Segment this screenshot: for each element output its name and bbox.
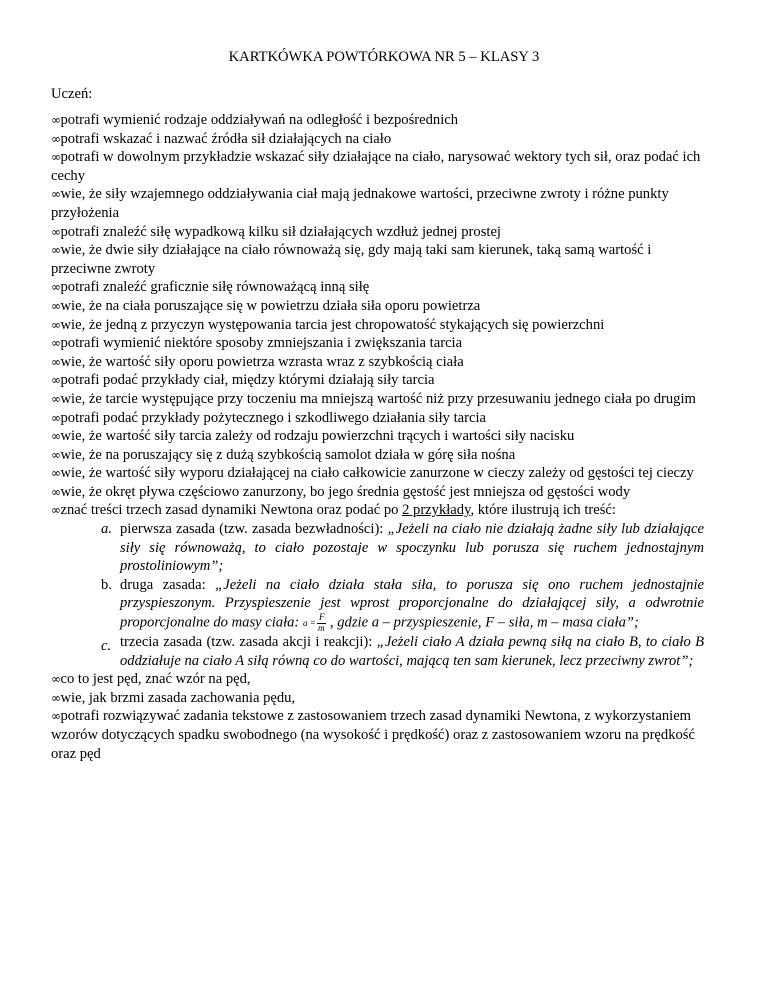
underlined-examples: 2 przykłady [402,502,471,519]
list-item: ∞wie, że jedną z przyczyn występowania tarcia jest chropowatość stykających się powierzchni [51,316,605,333]
list-item: ∞wie, że na ciała poruszające się w powietrzu działa siła oporu powietrza [51,297,481,314]
newton-laws-item: ∞znać treści trzech zasad dynamiki Newtona oraz podać po 2 przykłady, które ilustrują ich treść: a. pierwsza zasada (tzw. zasada bezwładności): „Jeżeli na ciało nie działają żadne siły lub działające siły się równoważą, to ciało pozostaje w spoczynku lub porusza się ruchem jednostajnym prostoliniowym”; b. druga zasada: „Jeżeli na ciało działa stała siła, to porusza się ono ruchem jednostajnie przyspieszonym. Przyspieszenie jest wprost proporcjonalne do działającej siły, a odwrotnie proporcjonalne do masy ciała: a = F m , gdzie a – przyspieszenie, F – siła, m – masa ciała”; c. trzecia zasada (tzw. zasada akcji i reakcji): „Jeżeli ciało A działa pewną siłą na ciało B, to ciało B oddziałuje na ciało A siłą równą co do wartości, mającą ten sam kierunek, lecz przeciwny zwrot”; [51,502,705,669]
newton-law-2: b. druga zasada: „Jeżeli na ciało działa stała siła, to porusza się ono ruchem jednostajnie przyspieszonym. Przyspieszenie jest wprost proporcjonalne do działającej siły, a odwrotnie proporcjonalne do masy ciała: a = F m , gdzie a – przyspieszenie, F – siła, m – masa ciała”; [101,576,705,634]
list-item: ∞wie, że okręt pływa częściowo zanurzony, bo jego średnia gęstość jest mniejsza od gęstości wody [51,483,631,500]
list-item: ∞wie, że wartość siły oporu powietrza wzrasta wraz z szybkością ciała [51,353,464,370]
list-item: ∞wie, że wartość siły wyporu działającej na ciało całkowicie zanurzone w cieczy zależy od gęstości tej cieczy [51,465,694,482]
list-item: ∞wie, że tarcie występujące przy toczeniu ma mniejszą wartość niż przy przesuwaniu jednego ciała po drugim [51,390,696,407]
list-item: ∞wie, jak brzmi zasada zachowania pędu, [51,689,296,706]
list-item: ∞wie, że na poruszający się z dużą szybkością samolot działa w górę siła nośna [51,446,516,463]
list-item: ∞potrafi podać przykłady ciał, między którymi działają siły tarcia [51,372,435,389]
bullet-icon: ∞ [51,466,61,481]
bullet-icon: ∞ [51,354,61,369]
bullet-icon: ∞ [51,690,61,705]
list-item: ∞wie, że siły wzajemnego oddziaływania ciał mają jednakowe wartości, przeciwne zwroty i różne punkty przyłożenia [51,186,669,221]
bullet-icon: ∞ [51,672,61,687]
bullet-icon: ∞ [51,224,61,239]
newton-law-1: a. pierwsza zasada (tzw. zasada bezwładności): „Jeżeli na ciało nie działają żadne siły lub działające siły się równoważą, to ciało pozostaje w spoczynku lub porusza się ruchem jednostajnym prostoliniowym”; [101,521,704,575]
newton-law-3: c. trzecia zasada (tzw. zasada akcji i reakcji): „Jeżeli ciało A działa pewną siłą na ciało B, to ciało B oddziałuje na ciało A siłą równą co do wartości, mającą ten sam kierunek, lecz przeciwny zwrot”; [101,634,705,669]
list-item: ∞wie, że dwie siły działające na ciało równoważą się, gdy mają taki sam kierunek, taką samą wartość i przeciwne zwroty [51,242,652,277]
bullet-icon: ∞ [51,410,61,425]
requirements-list [51,111,704,763]
list-item: ∞potrafi znaleźć graficznie siłę równoważącą inną siłę [51,279,370,296]
bullet-icon: ∞ [51,373,61,388]
bullet-icon: ∞ [51,317,61,332]
bullet-icon: ∞ [51,336,61,351]
list-item: ∞potrafi w dowolnym przykładzie wskazać siły działające na ciało, narysować wektory tych sił, oraz podać ich cechy [51,149,701,184]
bullet-icon: ∞ [51,429,61,444]
bullet-icon: ∞ [51,709,61,724]
list-item: ∞potrafi wskazać i nazwać źródła sił działających na ciało [51,130,392,147]
bullet-icon: ∞ [51,484,61,499]
bullet-icon: ∞ [51,113,61,127]
list-item: ∞potrafi podać przykłady pożytecznego i szkodliwego działania siły tarcia [51,409,486,426]
intro-label: Uczeń: [51,86,93,102]
force-formula: a = F m [302,612,325,634]
bullet-icon: ∞ [51,298,61,313]
bullet-icon: ∞ [51,131,61,146]
list-item: ∞potrafi znaleźć siłę wypadkową kilku sił działających wzdłuż jednej prostej [51,223,501,240]
bullet-icon: ∞ [51,503,61,518]
bullet-icon: ∞ [51,391,61,406]
newton-laws-list [51,520,704,670]
bullet-icon: ∞ [51,243,61,258]
bullet-icon: ∞ [51,280,61,295]
bullet-icon: ∞ [51,447,61,462]
bullet-icon: ∞ [51,150,61,165]
list-item: ∞potrafi wymienić rodzaje oddziaływań na odległość i bezpośrednich [51,112,459,128]
list-item: ∞potrafi wymienić niektóre sposoby zmniejszania i zwiększania tarcia [51,335,463,352]
list-item: ∞potrafi rozwiązywać zadania tekstowe z zastosowaniem trzech zasad dynamiki Newtona, z wykorzystaniem wzorów dotyczących spadku swobodnego (na wysokość i prędkość) oraz z zastosowaniem wzoru na prędkość oraz pęd [51,708,695,762]
document-title: KARTKÓWKA POWTÓRKOWA NR 5 – KLASY 3 [228,49,540,65]
bullet-icon: ∞ [51,187,61,202]
list-item: ∞co to jest pęd, znać wzór na pęd, [51,671,251,688]
list-item: ∞wie, że wartość siły tarcia zależy od rodzaju powierzchni trących i wartości siły nacisku [51,428,575,445]
